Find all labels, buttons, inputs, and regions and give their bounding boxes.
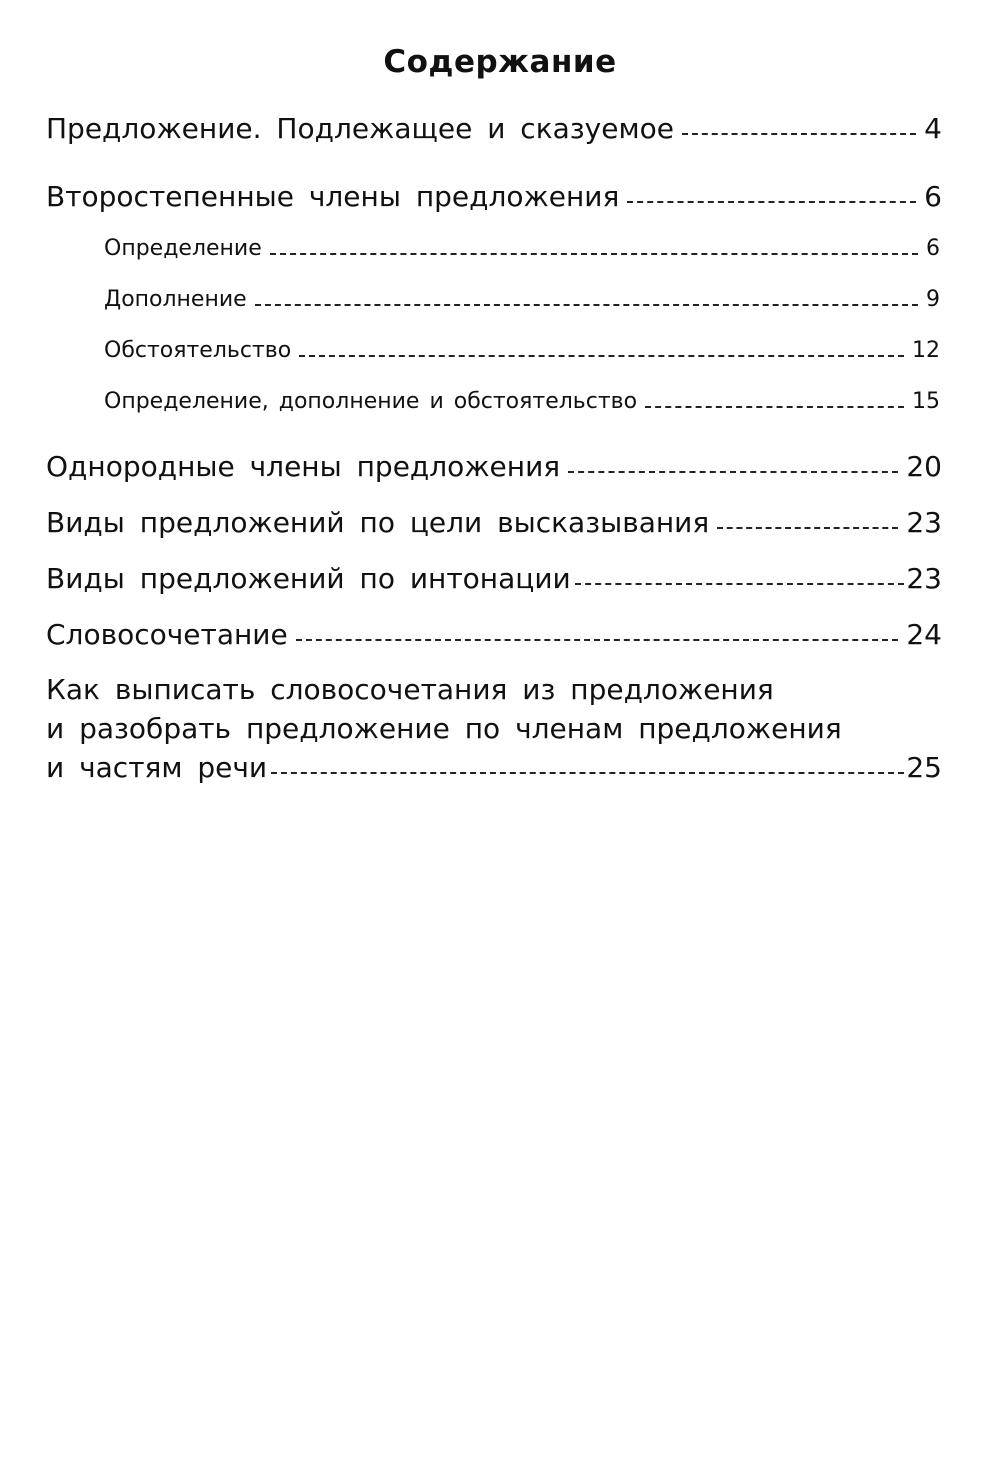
toc-entry-page: 4 <box>924 112 942 145</box>
toc-entry-text: Определение <box>104 236 262 261</box>
toc-subentry <box>104 287 940 312</box>
toc-entry-text: Определение, дополнение и обстоятельство <box>104 389 638 414</box>
toc-entry-text: Однородные члены предложения <box>46 450 561 483</box>
toc-entry-page: 24 <box>906 618 942 651</box>
toc-entry <box>46 506 942 539</box>
toc-entry <box>46 562 942 595</box>
dotted-leader <box>568 469 898 473</box>
toc-entry-page: 9 <box>926 287 940 312</box>
toc-entry-text: Второстепенные члены предложения <box>46 180 620 213</box>
toc-entry-text: Предложение. Подлежащее и сказуемое <box>46 112 674 145</box>
dotted-leader <box>270 251 918 255</box>
toc-entry-page: 12 <box>912 338 940 363</box>
dotted-leader <box>296 637 899 641</box>
toc-entry-page: 15 <box>912 389 940 414</box>
toc-entry <box>46 112 942 145</box>
toc-entry-page: 6 <box>924 180 942 213</box>
toc-subentry <box>104 236 940 261</box>
dotted-leader <box>627 199 916 203</box>
page-title: Содержание <box>383 44 617 80</box>
dotted-leader <box>645 404 904 408</box>
toc-entry-line: и разобрать предложение по членам предложения <box>46 712 842 745</box>
toc-subentry <box>104 338 940 363</box>
toc-entry-text: Обстоятельство <box>104 338 292 363</box>
toc-entry-text: Виды предложений по интонации <box>46 562 571 595</box>
dotted-leader <box>299 353 904 357</box>
dotted-leader <box>575 581 905 585</box>
toc-entry <box>46 180 942 213</box>
toc-subentry <box>104 389 940 414</box>
toc-entry-text: и частям речи <box>46 751 268 784</box>
toc-entry-page: 20 <box>906 450 942 483</box>
toc-entry-page: 23 <box>906 562 942 595</box>
toc-entry-page: 25 <box>906 751 942 784</box>
toc-entry <box>46 618 942 651</box>
dotted-leader <box>255 302 918 306</box>
dotted-leader <box>682 131 916 135</box>
toc-entry-text: Виды предложений по цели высказывания <box>46 506 710 539</box>
toc-entry <box>46 751 942 784</box>
toc-entry-page: 23 <box>906 506 942 539</box>
toc-entry-text: Дополнение <box>104 287 247 312</box>
dotted-leader <box>717 525 898 529</box>
toc-entry-text: Словосочетание <box>46 618 288 651</box>
dotted-leader <box>271 770 904 774</box>
toc-entry-line: Как выписать словосочетания из предложения <box>46 673 774 706</box>
toc-entry <box>46 450 942 483</box>
toc-entry-page: 6 <box>926 236 940 261</box>
